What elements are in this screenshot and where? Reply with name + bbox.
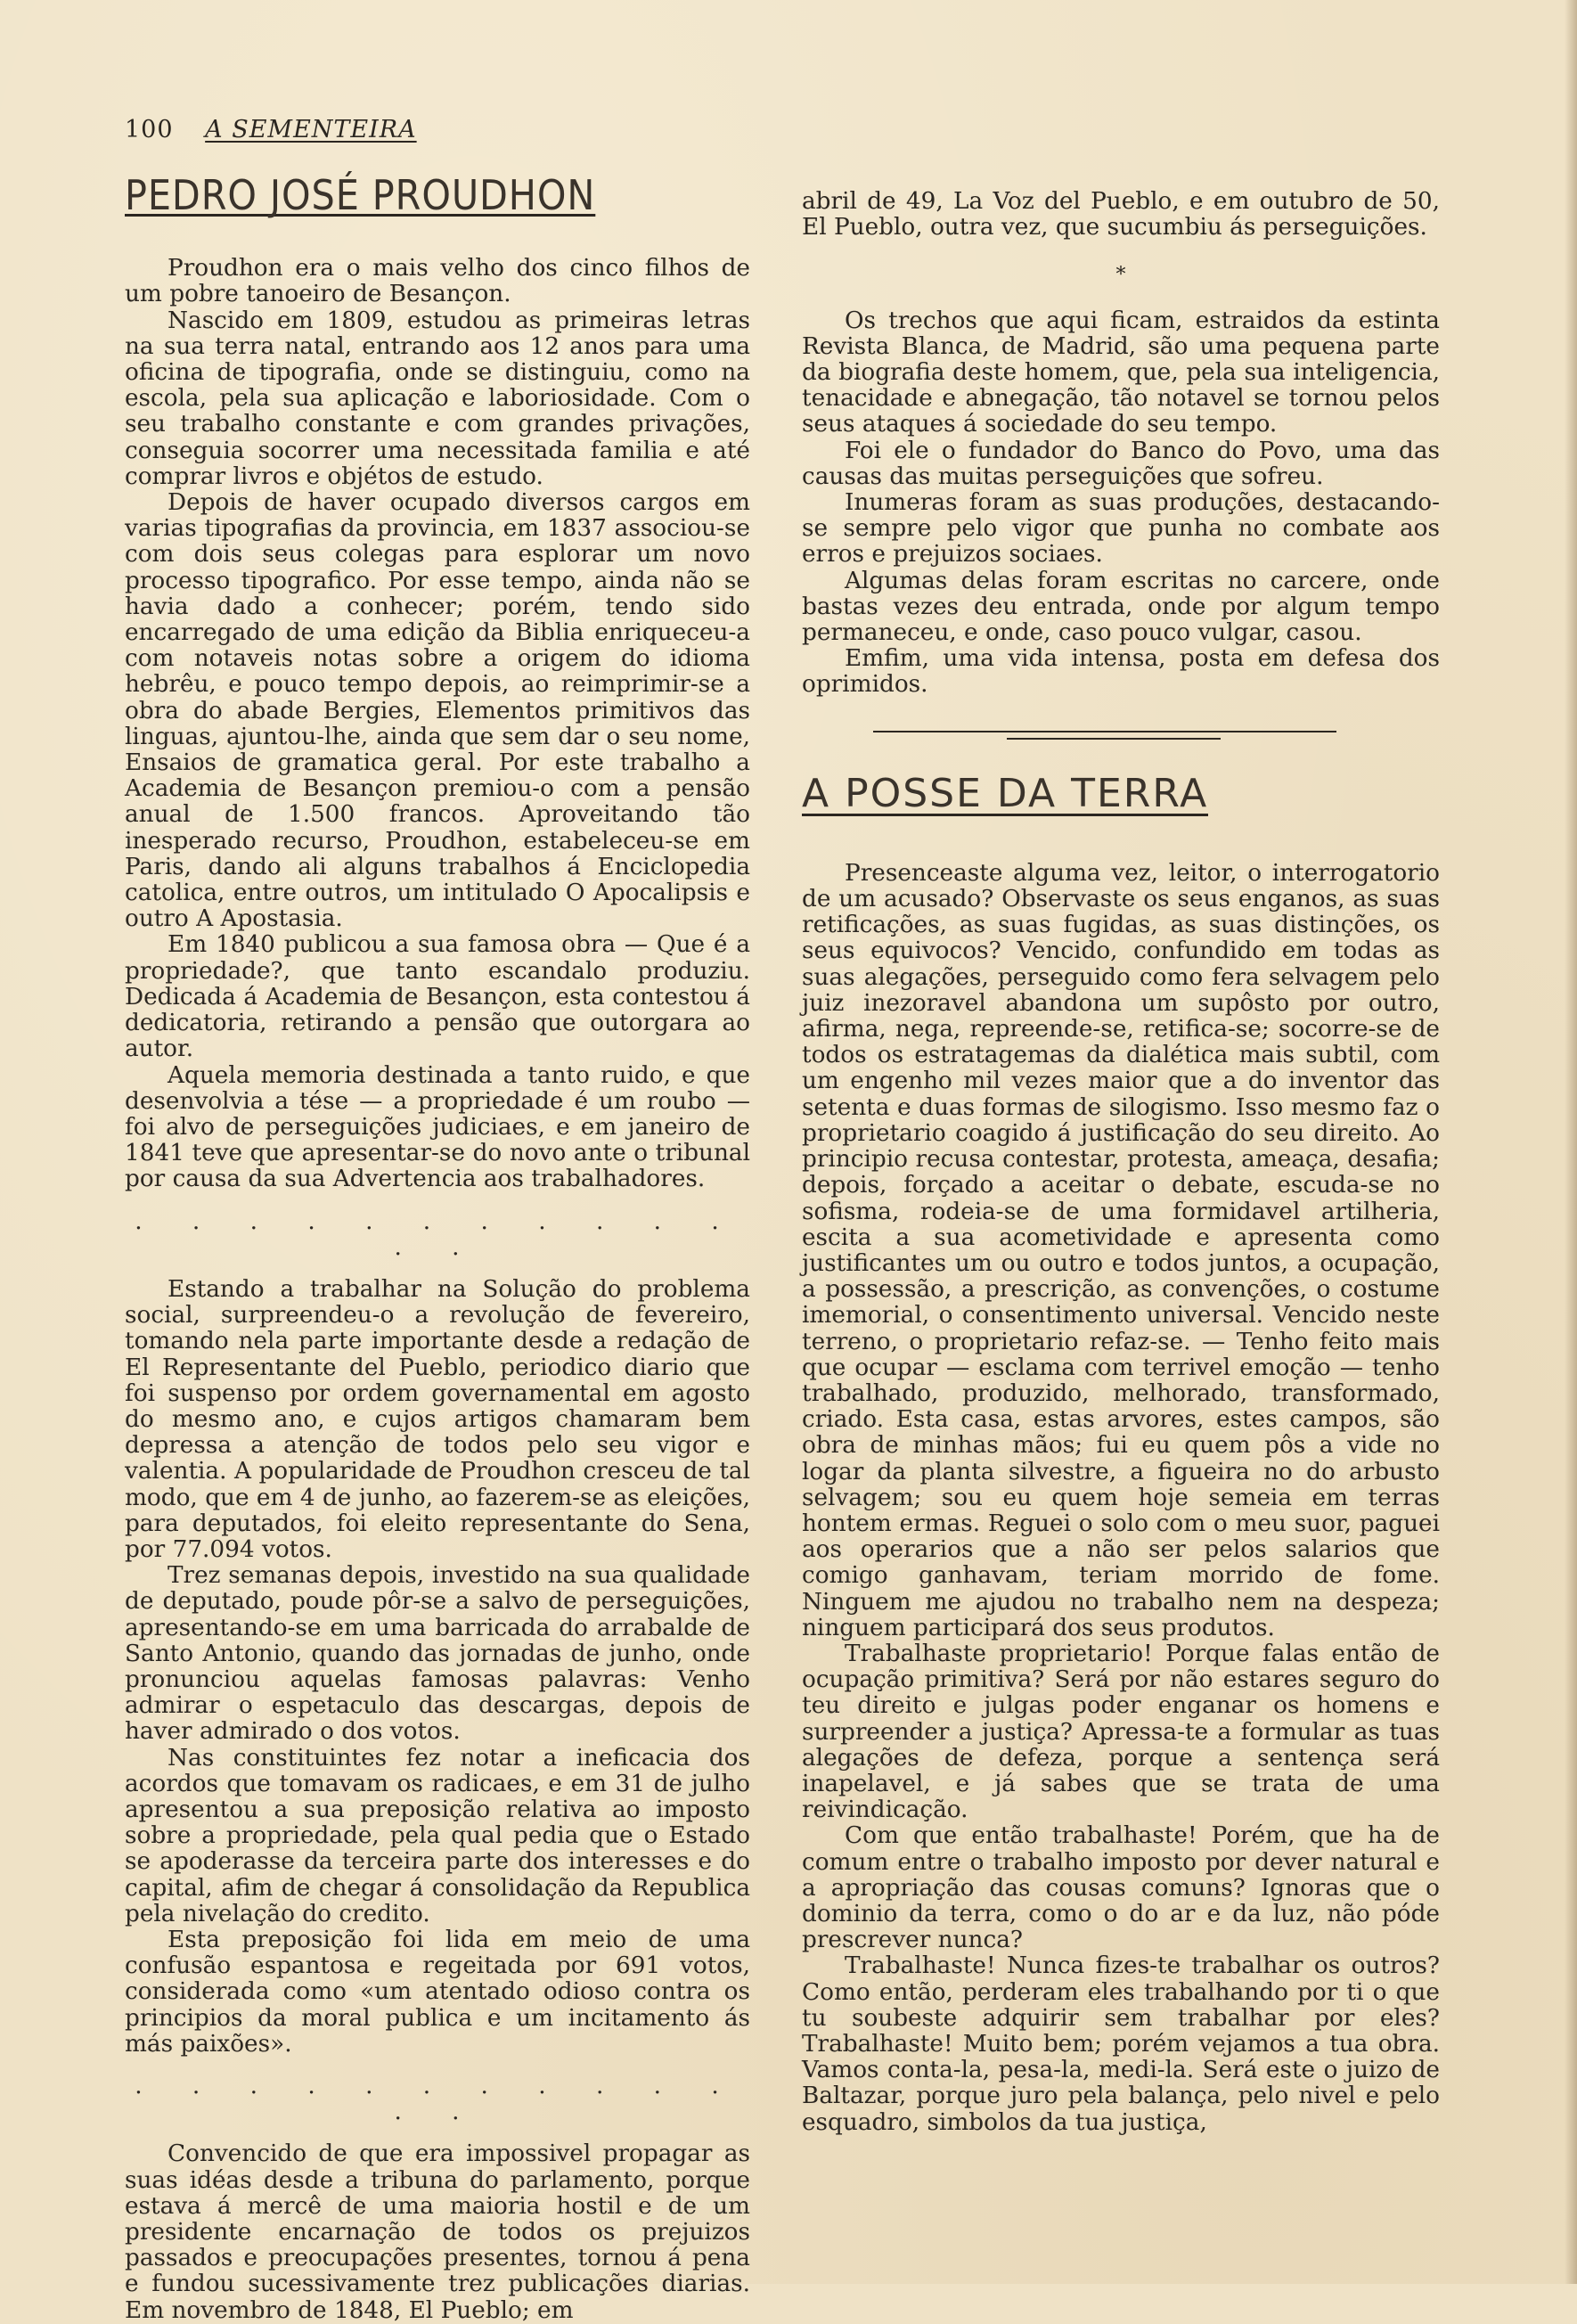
page-number: 100 <box>125 116 174 143</box>
paragraph: Esta preposição foi lida em meio de uma confusão espantosa e regeitada por 691 votos, considerada como «um atentado odioso contra os principios da moral publica e um incitamento ás más paixões». <box>125 1927 750 2058</box>
paragraph: Convencido de que era impossivel propagar as suas idéas desde a tribuna do parlamento, porque estava á mercê de uma maioria hostil e de um presidente encarnação de todos os prejuizos passados e preocupações presentes, tornou á pena e fundou sucessivamente trez publicações diarias. Em novembro de 1848, El Pueblo; em <box>125 2140 750 2324</box>
paragraph: Emfim, uma vida intensa, posta em defesa dos oprimidos. <box>802 645 1440 699</box>
page-edge <box>1565 0 1577 2284</box>
section-star: * <box>1115 264 1126 287</box>
section-dots: . . . . . . . . . . . . . <box>135 2073 740 2126</box>
separator-line <box>1007 738 1221 740</box>
section-dots: . . . . . . . . . . . . . <box>135 1207 740 1261</box>
article-title-posse: A POSSE DA TERRA <box>802 770 1209 816</box>
paragraph: Trez semanas depois, investido na sua qualidade de deputado, poude pôr-se a salvo de perseguições, apresentando-se em uma barricada do arrabalde de Santo Antonio, quando das jornadas de junho, onde pronunciou aquelas famosas palavras: Venho admirar o espetaculo das descargas, depois de haver admirado o dos votos. <box>125 1562 750 1746</box>
paragraph: Estando a trabalhar na Solução do problema social, surpreendeu-o a revolução de fevereiro, tomando nela parte importante desde a redação de El Representante del Pueblo, periodico diario que foi suspenso por ordem governamental em agosto do mesmo ano, e cujos artigos chamaram bem depressa a atenção de todos pelo seu vigor e valentia. A popularidade de Proudhon cresceu de tal modo, que em 4 de junho, ao fazerem-se as eleições, para deputados, foi eleito representante do Sena, por 77.094 votos. <box>125 1275 750 1563</box>
left-column <box>125 171 750 2324</box>
separator-line <box>873 731 1336 732</box>
paragraph: Depois de haver ocupado diversos cargos em varias tipografias da provincia, em 1837 associou-se com dois seus colegas para esplorar um novo processo tipografico. Por esse tempo, ainda não se havia dado a conhecer; porém, tendo sido encarregado de uma edição da Biblia enriqueceu-a com notaveis notas sobre a origem do idioma hebrêu, e pouco tempo depois, ao reimprimir-se a obra do abade Bergies, Elementos primitivos das linguas, ajuntou-lhe, ainda que sem dar o seu nome, Ensaios de gramatica geral. Por este trabalho a Academia de Besançon premiou-o com a pensão anual de 1.500 francos. Aproveitando tão inesperado recurso, Proudhon, estabeleceu-se em Paris, dando ali alguns trabalhos á Enciclopedia catolica, entre outros, um intitulado O Apocalipsis e outro A Apostasia. <box>125 489 750 933</box>
running-header <box>125 116 417 143</box>
paragraph: Em 1840 publicou a sua famosa obra — Que é a propriedade?, que tanto escandalo produziu. Dedicada á Academia de Besançon, esta contestou á dedicatoria, retirando a pensão que outorgara ao autor. <box>125 931 750 1063</box>
paragraph: Foi ele o fundador do Banco do Povo, uma das causas das muitas perseguições que sofreu. <box>802 437 1440 490</box>
paragraph: Nas constituintes fez notar a ineficacia dos acordos que tomavam os radicaes, e em 31 de julho apresentou a sua preposição relativa ao imposto sobre a propriedade, pela qual pedia que o Estado se apoderasse da terceira parte dos interesses e do capital, afim de chegar á consolidação da Republica pela nivelação do credito. <box>125 1744 750 1927</box>
article-title-proudhon: PEDRO JOSÉ PROUDHON <box>125 171 596 219</box>
paragraph: Nascido em 1809, estudou as primeiras letras na sua terra natal, entrando aos 12 anos para uma oficina de tipografia, onde se distinguiu, como na escola, pela sua aplicação e laboriosidade. Com o seu trabalho constante e com grandes privações, conseguia socorrer uma necessitada familia e até comprar livros e objétos de estudo. <box>125 307 750 490</box>
paragraph: abril de 49, La Voz del Pueblo, e em outubro de 50, El Pueblo, outra vez, que sucumbiu ás perseguições. <box>802 188 1440 241</box>
paragraph: Algumas delas foram escritas no carcere, onde bastas vezes deu entrada, onde por algum tempo permaneceu, e onde, caso pouco vulgar, casou. <box>802 567 1440 647</box>
right-column <box>802 189 1440 2136</box>
paragraph: Trabalhaste! Nunca fizes-te trabalhar os outros? Como então, perderam eles trabalhando por ti o que tu soubeste adquirir sem trabalhar por eles? Trabalhaste! Muito bem; porém vejamos a tua obra. Vamos conta-la, pesa-la, medi-la. Será este o juizo de Baltazar, porque juro pela balança, pelo nivel e pelo esquadro, simbolos da tua justiça, <box>802 1952 1440 2136</box>
paragraph: Trabalhaste proprietario! Porque falas então de ocupação primitiva? Será por não estares seguro do teu direito e julgas poder enganar os homens e surpreender a justiça? Apressa-te a formular as tuas alegações de defeza, porque a sentença será inapelavel, e já sabes que se trata de uma reivindicação. <box>802 1640 1440 1824</box>
paragraph: Os trechos que aqui ficam, estraidos da estinta Revista Blanca, de Madrid, são uma pequena parte da biografia deste homem, que, pela sua inteligencia, tenacidade e abnegação, tão notavel se tornou pelos seus ataques á sociedade do seu tempo. <box>802 307 1440 438</box>
paragraph: Com que então trabalhaste! Porém, que ha de comum entre o trabalho imposto por dever natural e a apropriação das cousas comuns? Ignoras que o dominio da terra, como o do ar e da luz, não póde prescrever nunca? <box>802 1822 1440 1954</box>
article-separator <box>802 720 1440 756</box>
paragraph: Proudhon era o mais velho dos cinco filhos de um pobre tanoeiro de Besançon. <box>125 255 750 308</box>
paragraph: Presenceaste alguma vez, leitor, o interrogatorio de um acusado? Observaste os seus enganos, as suas retificações, as suas fugidas, as suas distinções, os seus equivocos? Vencido, confundido em todas as suas alegações, perseguido como fera selvagem pelo juiz inezoravel abandona um supôsto por outro, afirma, nega, repreende-se, retifica-se; socorre-se de todos os estratagemas da dialética mais subtil, com um engenho mil vezes maior que a do inventor das setenta e duas formas de silogismo. Isso mesmo faz o proprietario coagido á justificação do seu direito. Ao principio recusa contestar, protesta, ameaça, desafia; depois, forçado a aceitar o debate, escuda-se no sofisma, rodeia-se de uma formidavel artilheria, escita a sua acometividade e apresenta como justificantes um ou outro e todos juntos, a ocupação, a possessão, a prescrição, as convenções, o costume imemorial, o consentimento universal. Vencido neste terreno, o proprietario refaz-se. — Tenho feito mais que ocupar — esclama com terrivel emoção — tenho trabalhado, produzido, melhorado, transformado, criado. Esta casa, estas arvores, estes campos, são obra de minhas mãos; fui eu quem pôs a vide no logar da planta silvestre, a figueira no do arbusto selvagem; sou eu quem hoje semeia em terras hontem ermas. Reguei o solo com o meu suor, paguei aos operarios que a não ser pelos salarios que comigo ganhavam, teriam morrido de fome. Ninguem me ajudou no trabalho nem na despeza; ninguem participará dos seus produtos. <box>802 859 1440 1641</box>
paragraph: Aquela memoria destinada a tanto ruido, e que desenvolvia a tése — a propriedade é um roubo — foi alvo de perseguições judiciaes, e em janeiro de 1841 teve que apresentar-se do novo ante o tribunal por causa da sua Advertencia aos trabalhadores. <box>125 1061 750 1193</box>
paragraph: Inumeras foram as suas produções, destacando-se sempre pelo vigor que punha no combate aos erros e prejuizos sociaes. <box>802 489 1440 569</box>
magazine-title: A SEMENTEIRA <box>205 116 417 143</box>
